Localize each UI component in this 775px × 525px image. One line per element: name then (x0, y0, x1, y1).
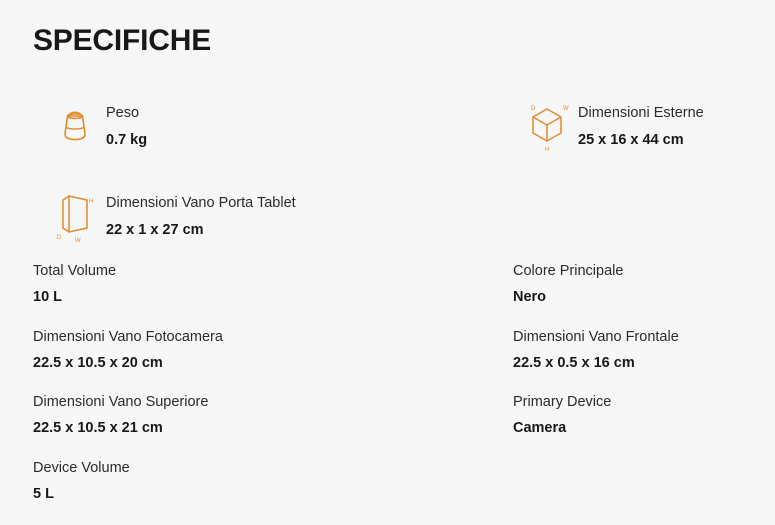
feature-weight-label: Peso (106, 105, 140, 121)
spec-device-volume-value: 5 L (33, 485, 54, 502)
feature-tablet-compartment (44, 188, 296, 244)
spec-camera-compartment-label: Dimensioni Vano Fotocamera (33, 328, 223, 345)
feature-weight-text (106, 98, 147, 150)
feature-outer-dimensions (516, 98, 704, 154)
spec-front-compartment-value: 22.5 x 0.5 x 16 cm (513, 354, 635, 371)
tablet-letter-h: H (89, 199, 94, 205)
spec-total-volume (33, 262, 493, 307)
spec-device-volume (33, 459, 493, 504)
feature-tablet-compartment-value: 22 x 1 x 27 cm (106, 221, 204, 238)
cube-letter-w: W (563, 106, 569, 112)
spec-device-volume-label: Device Volume (33, 460, 130, 477)
feature-outer-dimensions-label: Dimensioni Esterne (578, 105, 704, 121)
spec-front-compartment (513, 328, 763, 373)
spec-upper-compartment (33, 393, 493, 438)
spec-main-color-value: Nero (513, 288, 547, 305)
specs-column-right (513, 262, 763, 459)
feature-outer-dimensions-text (578, 98, 704, 150)
weight-bag-icon (44, 98, 106, 152)
feature-tablet-compartment-label: Dimensioni Vano Porta Tablet (106, 195, 296, 211)
feature-outer-dimensions-value: 25 x 16 x 44 cm (578, 131, 684, 148)
cube-dimensions-icon (516, 98, 578, 154)
specs-column-left (33, 262, 493, 525)
spec-primary-device (513, 393, 763, 438)
spec-total-volume-value: 10 L (33, 288, 63, 305)
spec-camera-compartment (33, 328, 493, 373)
spec-primary-device-value: Camera (513, 420, 567, 437)
spec-camera-compartment-value: 22.5 x 10.5 x 20 cm (33, 354, 163, 371)
tablet-letter-d: D (57, 235, 62, 241)
cube-letter-h: H (545, 147, 550, 153)
feature-weight-value: 0.7 kg (106, 131, 148, 148)
feature-tablet-compartment-text (106, 188, 296, 240)
spec-upper-compartment-label: Dimensioni Vano Superiore (33, 394, 209, 411)
spec-total-volume-label: Total Volume (33, 263, 117, 279)
tablet-letter-w: W (75, 238, 81, 244)
spec-front-compartment-label: Dimensioni Vano Frontale (513, 328, 679, 345)
page-title: SPECIFICHE (33, 24, 212, 57)
spec-main-color-label: Colore Principale (513, 263, 624, 279)
tablet-slot-icon (44, 188, 106, 244)
cube-letter-d: D (531, 106, 536, 112)
spec-upper-compartment-value: 22.5 x 10.5 x 21 cm (33, 420, 163, 437)
spec-primary-device-label: Primary Device (513, 394, 612, 411)
feature-weight (44, 98, 147, 152)
spec-main-color (513, 262, 763, 307)
